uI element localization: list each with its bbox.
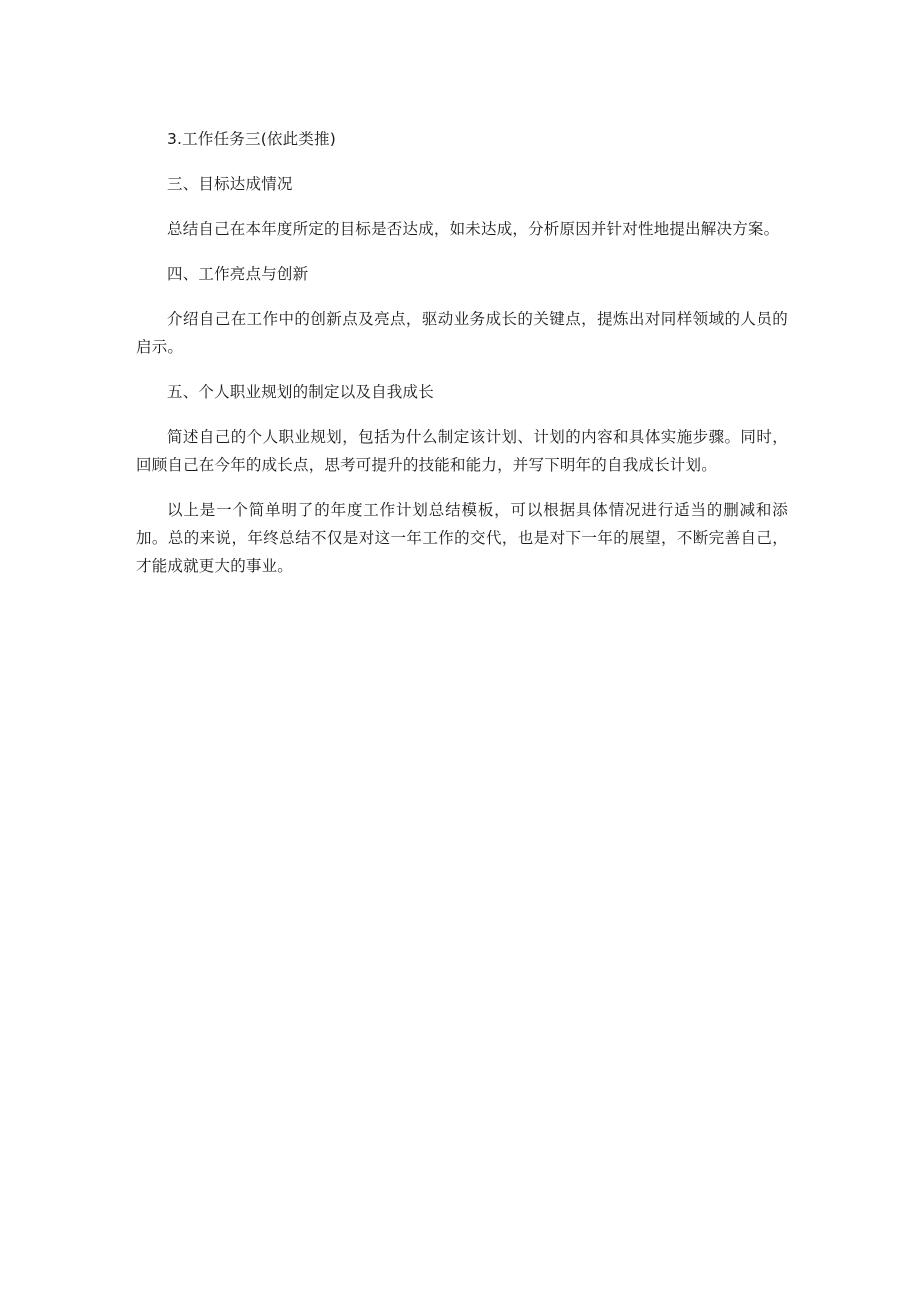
highlights-paragraph: 介绍自己在工作中的创新点及亮点，驱动业务成长的关键点，提炼出对同样领域的人员的启示。	[136, 310, 788, 356]
conclusion-paragraph: 以上是一个简单明了的年度工作计划总结模板，可以根据具体情况进行适当的删减和添加。总的来说，年终总结不仅是对这一年工作的交代，也是对下一年的展望，不断完善自己，才能成就更大的事业。	[136, 501, 788, 575]
task-three-item: 3.工作任务三(依此类推)	[167, 130, 336, 148]
goals-paragraph: 总结自己在本年度所定的目标是否达成，如未达成，分析原因并针对性地提出解决方案。	[167, 220, 780, 238]
section-heading-highlights: 四、工作亮点与创新	[167, 265, 309, 283]
section-heading-goals: 三、目标达成情况	[167, 175, 293, 193]
career-paragraph: 简述自己的个人职业规划，包括为什么制定该计划、计划的内容和具体实施步骤。同时，回顾自己在今年的成长点，思考可提升的技能和能力，并写下明年的自我成长计划。	[136, 428, 788, 474]
document-body	[136, 125, 788, 597]
section-heading-career: 五、个人职业规划的制定以及自我成长	[167, 383, 434, 401]
